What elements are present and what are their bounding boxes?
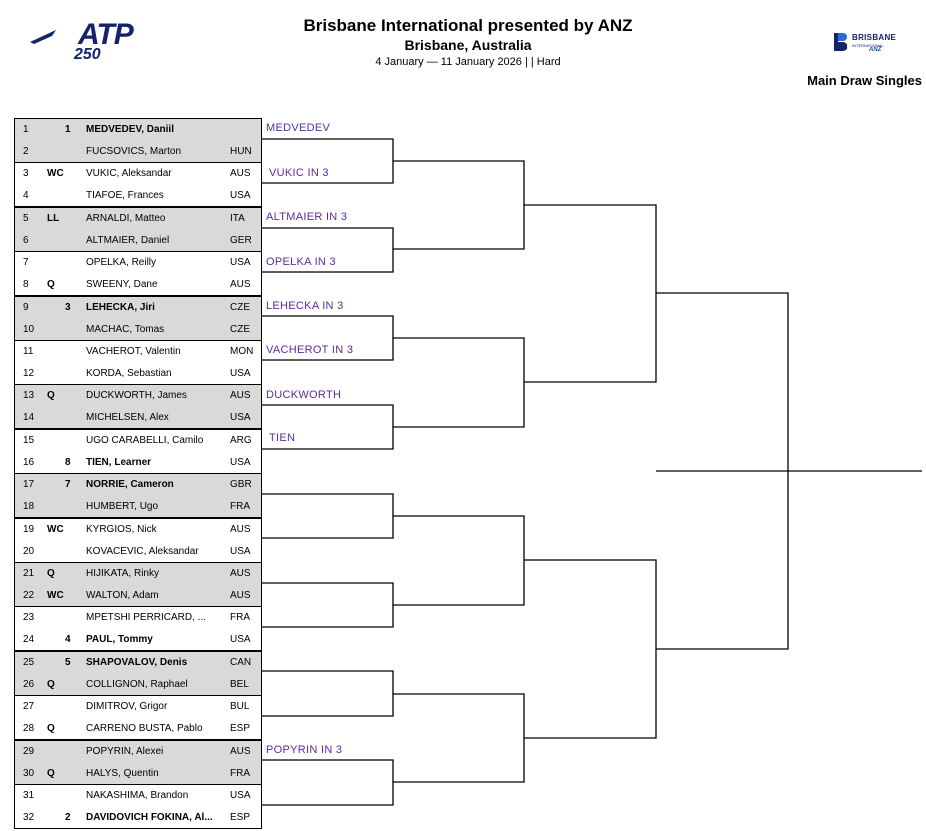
tournament-location: Brisbane, Australia (404, 37, 532, 53)
player-name: MACHAC, Tomas (86, 323, 165, 335)
draw-position: 14 (23, 412, 35, 424)
draw-position: 20 (23, 545, 35, 557)
match-block (14, 162, 262, 207)
draw-position: 32 (23, 812, 35, 823)
player-name: MPETSHI PERRICARD, ... (86, 612, 207, 624)
player-row (15, 629, 261, 650)
player-name: MICHELSEN, Alex (86, 412, 169, 424)
match-block (14, 651, 262, 696)
atp-tier-label: 250 (74, 46, 101, 63)
seed-number: 1 (65, 124, 71, 135)
player-name: SHAPOVALOV, Denis (86, 656, 188, 668)
draw-position: 7 (23, 257, 29, 269)
draw-position: 31 (23, 790, 35, 801)
player-row (15, 208, 261, 229)
sponsor-sub: INTERNATIONAL (852, 43, 884, 48)
player-country: MON (230, 346, 254, 357)
match-block (14, 473, 262, 518)
match-block (14, 296, 262, 341)
seed-number: 2 (65, 812, 71, 823)
draw-position: 17 (23, 479, 35, 491)
r2-winner: TIEN (269, 432, 296, 444)
draw-position: 29 (23, 745, 35, 757)
player-country: USA (230, 257, 251, 269)
player-name: HIJIKATA, Rinky (86, 568, 159, 579)
draw-position: 26 (23, 678, 35, 690)
r2-winner: VUKIC IN 3 (269, 167, 329, 179)
match-block (14, 118, 262, 163)
player-country: FRA (230, 612, 250, 624)
player-row (15, 163, 261, 184)
player-row (15, 607, 261, 628)
r2-winner: OPELKA IN 3 (266, 256, 336, 268)
player-country: AUS (230, 279, 251, 291)
player-row (15, 585, 261, 606)
draw-position: 13 (23, 390, 35, 402)
player-row (15, 741, 261, 762)
match-block (14, 384, 262, 429)
draw-position: 11 (23, 346, 34, 357)
draw-position: 28 (23, 723, 35, 735)
entry-tag: Q (47, 279, 55, 291)
tournament-dates: 4 January — 11 January 2026 | | Hard (375, 56, 561, 68)
player-row (15, 541, 261, 562)
draw-position: 24 (23, 634, 35, 646)
sponsor-partner: ANZ (869, 47, 882, 53)
player-country: AUS (230, 745, 251, 757)
player-row (15, 119, 261, 140)
match-block (14, 251, 262, 296)
player-country: ITA (230, 212, 245, 224)
player-name: ARNALDI, Matteo (86, 212, 166, 224)
player-row (15, 519, 261, 540)
draw-position: 23 (23, 612, 35, 624)
player-country: AUS (230, 523, 251, 535)
player-row (15, 274, 261, 295)
player-name: DIMITROV, Grigor (86, 701, 168, 713)
draw-position: 21 (23, 568, 35, 579)
draw-position: 16 (23, 456, 35, 468)
draw-position: 2 (23, 146, 29, 157)
player-country: HUN (230, 146, 252, 157)
draw-position: 18 (23, 501, 35, 513)
r2-winner: DUCKWORTH (266, 389, 342, 401)
player-country: AUS (230, 390, 251, 402)
draw-position: 6 (23, 234, 29, 246)
player-name: OPELKA, Reilly (86, 257, 157, 269)
player-country: USA (230, 634, 251, 646)
draw-position: 12 (23, 368, 35, 379)
match-block (14, 429, 262, 474)
player-country: BUL (230, 701, 250, 713)
player-country: CAN (230, 656, 252, 668)
player-name: KYRGIOS, Nick (86, 523, 157, 535)
tournament-title: Brisbane International presented by ANZ (303, 16, 633, 35)
seed-number: 8 (65, 456, 71, 468)
player-country: AUS (230, 168, 251, 180)
player-name: LEHECKA, Jiri (86, 301, 155, 313)
entry-tag: WC (47, 590, 64, 601)
match-block (14, 740, 262, 785)
match-block (14, 606, 262, 651)
player-name: KORDA, Sebastian (86, 368, 172, 379)
draw-position: 27 (23, 701, 35, 713)
player-name: HALYS, Quentin (86, 767, 159, 779)
player-row (15, 674, 261, 695)
match-block (14, 207, 262, 252)
seed-number: 7 (65, 479, 71, 491)
player-row (15, 407, 261, 428)
player-row (15, 763, 261, 784)
r2-winner: LEHECKA IN 3 (266, 300, 344, 312)
player-row (15, 696, 261, 717)
player-country: CZE (230, 301, 250, 313)
player-name: PAUL, Tommy (86, 634, 153, 646)
player-country: USA (230, 456, 251, 468)
player-name: DAVIDOVICH FOKINA, Al... (86, 812, 213, 823)
atp-logo-text: ATP (78, 18, 133, 51)
player-name: VACHEROT, Valentin (86, 346, 181, 357)
player-name: NORRIE, Cameron (86, 479, 174, 491)
player-country: AUS (230, 568, 251, 579)
r2-winner: ALTMAIER IN 3 (266, 211, 348, 223)
entry-tag: Q (47, 390, 55, 402)
player-row (15, 185, 261, 206)
player-country: BEL (230, 678, 249, 690)
entry-tag: LL (47, 212, 60, 224)
player-country: FRA (230, 501, 250, 513)
player-name: KOVACEVIC, Aleksandar (86, 545, 199, 557)
player-row (15, 474, 261, 495)
player-name: VUKIC, Aleksandar (86, 168, 172, 180)
player-name: NAKASHIMA, Brandon (86, 790, 189, 801)
seed-number: 4 (65, 634, 71, 646)
player-name: TIEN, Learner (86, 456, 152, 468)
player-row (15, 230, 261, 251)
player-row (15, 496, 261, 517)
player-name: HUMBERT, Ugo (86, 501, 159, 513)
player-country: FRA (230, 767, 250, 779)
r2-winner: POPYRIN IN 3 (266, 744, 343, 756)
player-name: FUCSOVICS, Marton (86, 146, 182, 157)
player-country: ESP (230, 723, 251, 735)
match-block (14, 784, 262, 829)
draw-position: 25 (23, 656, 35, 668)
player-name: CARRENO BUSTA, Pablo (86, 723, 203, 735)
player-row (15, 297, 261, 318)
player-name: UGO CARABELLI, Camilo (86, 434, 204, 446)
entry-tag: WC (47, 168, 64, 180)
match-block (14, 562, 262, 607)
player-country: GER (230, 234, 252, 246)
player-name: DUCKWORTH, James (86, 390, 187, 402)
r2-winner: VACHEROT IN 3 (266, 344, 354, 356)
entry-tag: Q (47, 678, 55, 690)
draw-position: 1 (23, 124, 29, 135)
match-block (14, 518, 262, 563)
player-name: ALTMAIER, Daniel (86, 234, 170, 246)
player-country: ARG (230, 434, 252, 446)
draw-position: 4 (23, 190, 29, 202)
match-block (14, 340, 262, 385)
draw-position: 22 (23, 590, 35, 601)
player-row (15, 563, 261, 584)
player-row (15, 652, 261, 673)
player-row (15, 141, 261, 162)
player-name: COLLIGNON, Raphael (86, 678, 188, 690)
draw-position: 5 (23, 212, 29, 224)
entry-tag: Q (47, 568, 55, 579)
player-country: USA (230, 368, 251, 379)
player-name: TIAFOE, Frances (86, 190, 164, 202)
player-row (15, 363, 261, 384)
seed-number: 3 (65, 301, 71, 313)
player-name: WALTON, Adam (86, 590, 159, 601)
draw-position: 10 (23, 323, 35, 335)
player-name: POPYRIN, Alexei (86, 745, 164, 757)
draw-position: 15 (23, 434, 35, 446)
player-country: GBR (230, 479, 252, 491)
player-name: MEDVEDEV, Daniil (86, 124, 174, 135)
sponsor-name: BRISBANE (852, 33, 897, 42)
entry-tag: Q (47, 723, 55, 735)
player-row (15, 452, 261, 473)
draw-position: 8 (23, 279, 29, 291)
player-country: AUS (230, 590, 251, 601)
draw-position: 9 (23, 301, 29, 313)
player-country: CZE (230, 323, 250, 335)
player-row (15, 319, 261, 340)
draw-type-label: Main Draw Singles (807, 73, 922, 88)
player-row (15, 807, 261, 828)
draw-position: 19 (23, 523, 35, 535)
player-country: USA (230, 412, 251, 424)
draw-position: 30 (23, 767, 35, 779)
player-row (15, 718, 261, 739)
entry-tag: WC (47, 523, 64, 535)
player-row (15, 341, 261, 362)
entry-tag: Q (47, 767, 55, 779)
player-row (15, 252, 261, 273)
draw-position: 3 (23, 168, 29, 180)
player-country: ESP (230, 812, 251, 823)
player-row (15, 785, 261, 806)
player-country: USA (230, 190, 251, 202)
seed-number: 5 (65, 656, 71, 668)
player-country: USA (230, 790, 251, 801)
player-row (15, 385, 261, 406)
player-country: USA (230, 545, 251, 557)
player-name: SWEENY, Dane (86, 279, 158, 291)
player-row (15, 430, 261, 451)
match-block (14, 695, 262, 740)
r2-winner: MEDVEDEV (266, 122, 331, 134)
